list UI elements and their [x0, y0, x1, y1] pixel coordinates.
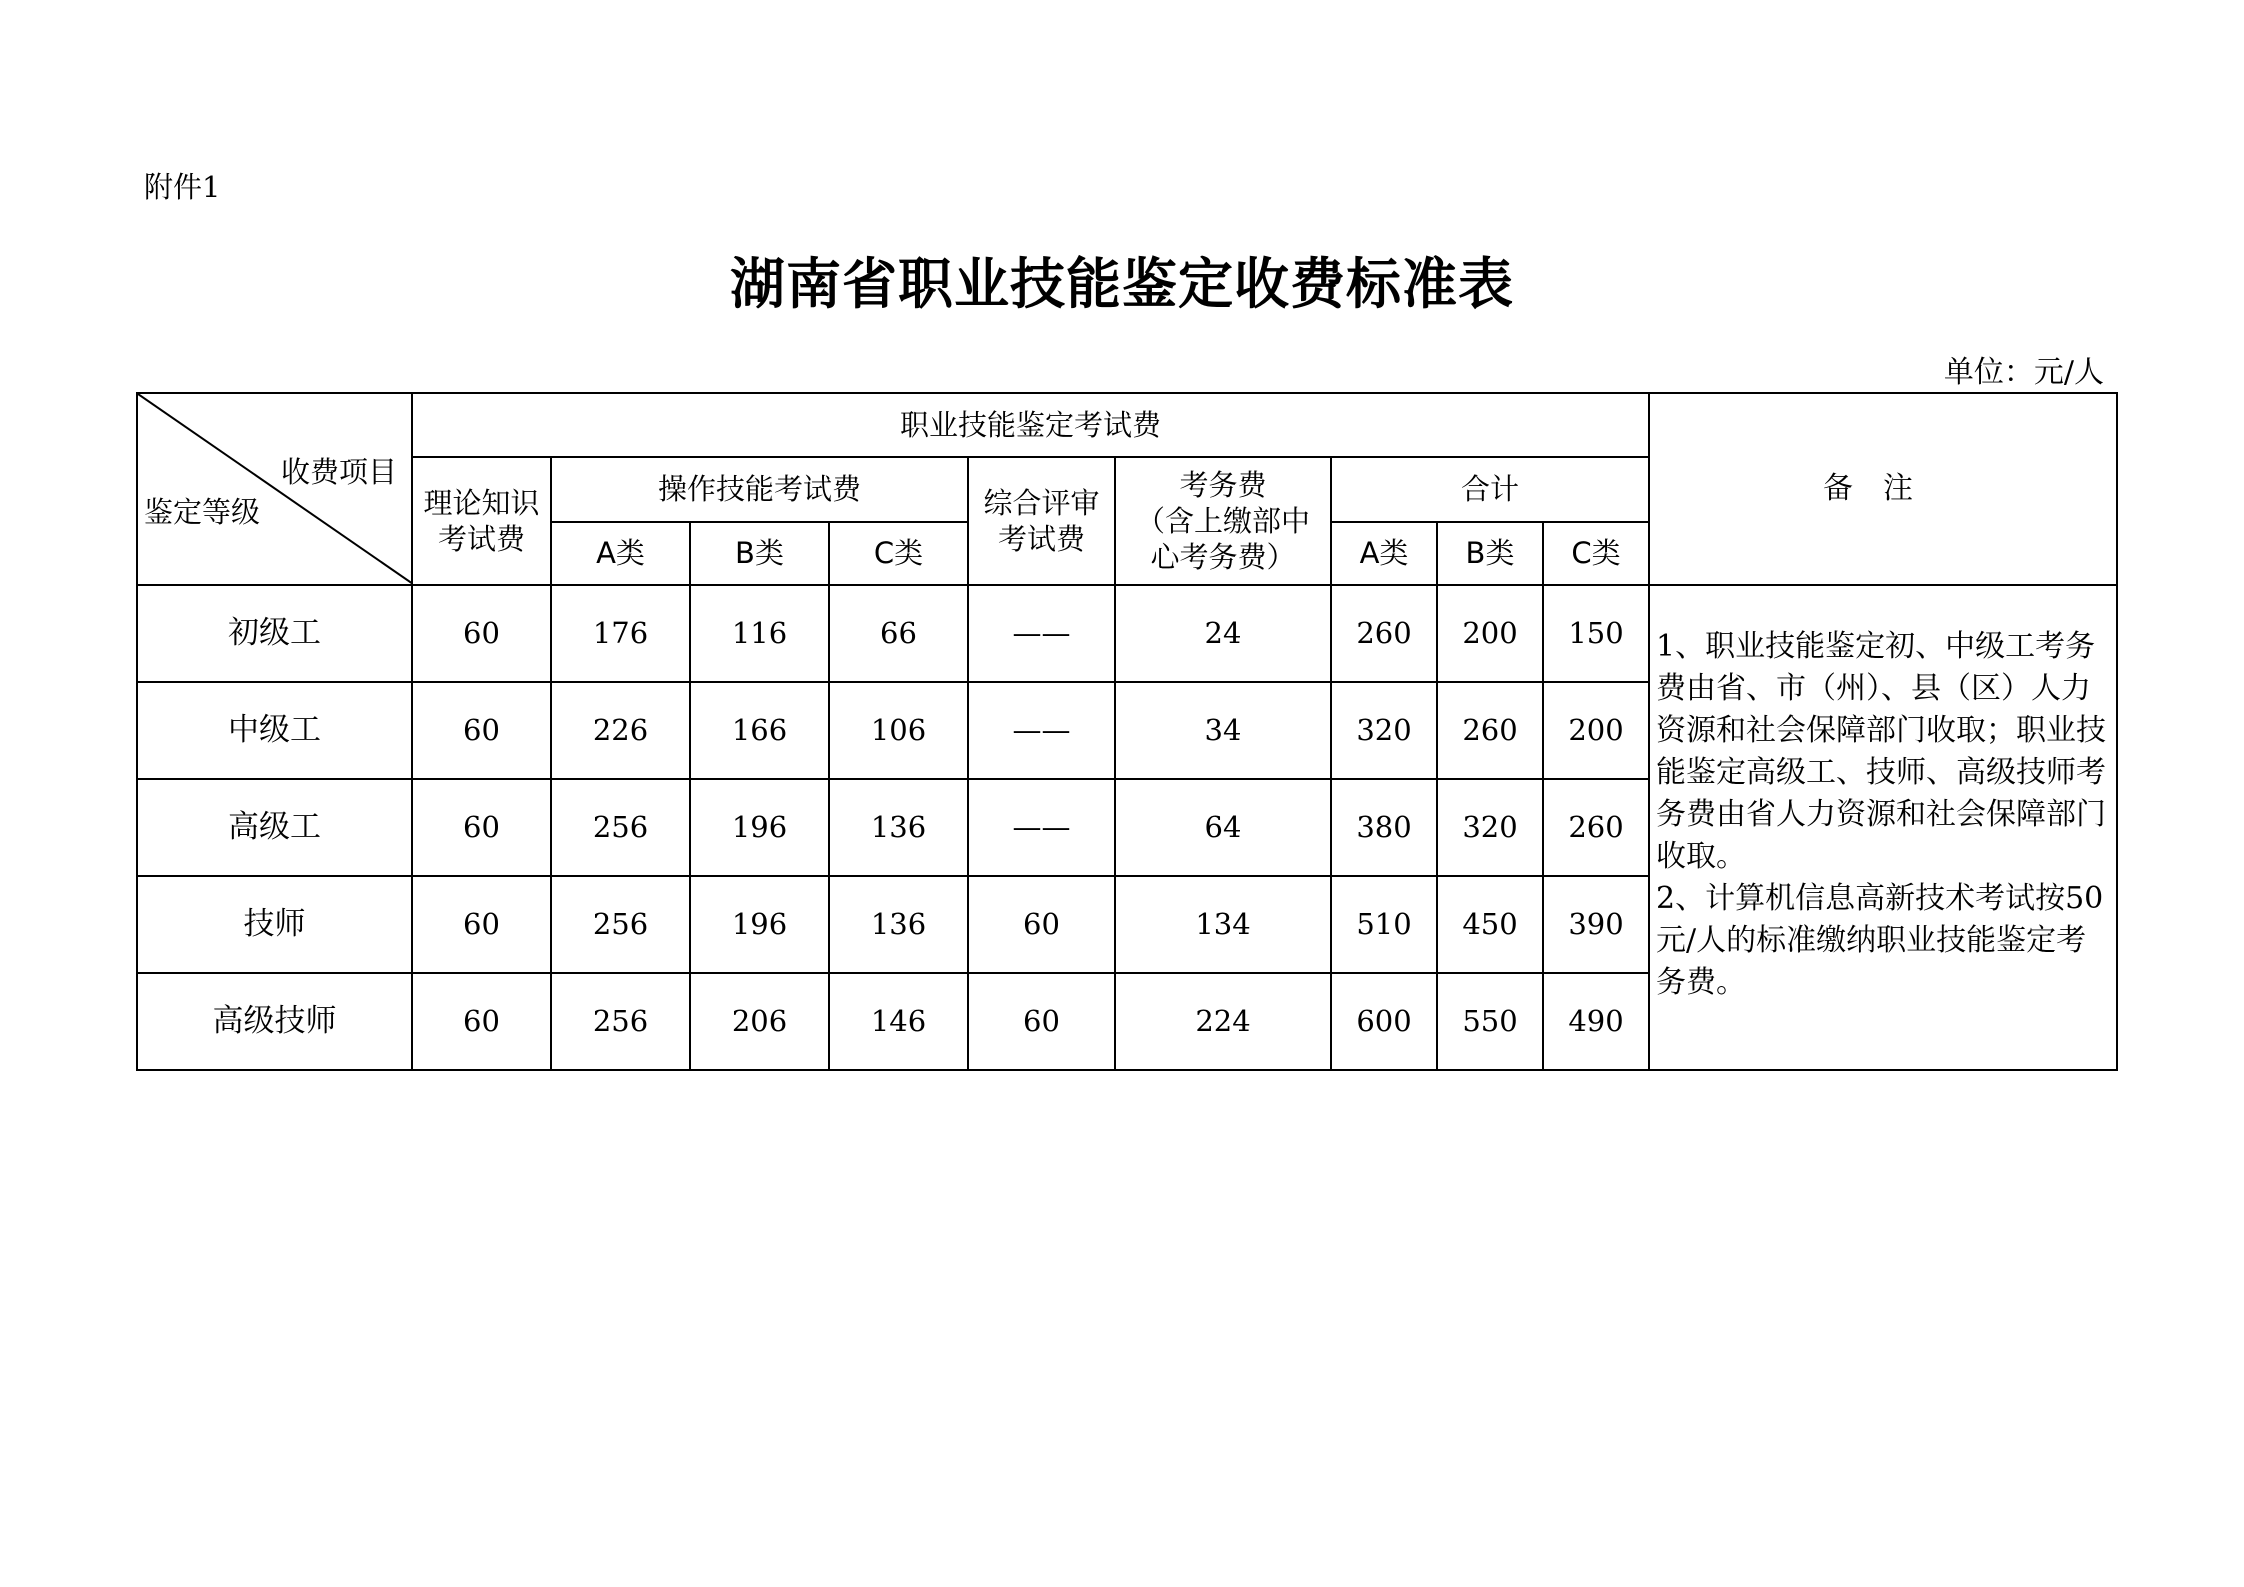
- total-b-cell: 550: [1437, 973, 1543, 1070]
- total-header: 合计: [1331, 457, 1649, 522]
- header-row-1: [137, 393, 2117, 457]
- op-c-cell: 136: [829, 876, 968, 973]
- total-c-cell: 150: [1543, 585, 1649, 682]
- diag-level-label: 鉴定等级: [144, 495, 261, 529]
- theory-fee-header: [412, 457, 551, 585]
- table-row: [137, 585, 2117, 682]
- page-title: 湖南省职业技能鉴定收费标准表: [729, 251, 1514, 316]
- op-c-cell: 66: [829, 585, 968, 682]
- review-cell: ——: [968, 779, 1115, 876]
- remark-item-2: 2、计算机信息高新技术考试按50元/人的标准缴纳职业技能鉴定考务费。: [1656, 881, 2104, 1000]
- total-a-cell: 260: [1331, 585, 1437, 682]
- service-cell: 24: [1115, 585, 1331, 682]
- total-a-cell: 510: [1331, 876, 1437, 973]
- review-cell: 60: [968, 973, 1115, 1070]
- op-a-cell: 226: [551, 682, 690, 779]
- total-class-b-header: B类: [1437, 522, 1543, 585]
- total-c-cell: 260: [1543, 779, 1649, 876]
- service-cell: 134: [1115, 876, 1331, 973]
- review-cell: ——: [968, 682, 1115, 779]
- service-cell: 224: [1115, 973, 1331, 1070]
- total-a-cell: 380: [1331, 779, 1437, 876]
- operation-fee-header: 操作技能考试费: [551, 457, 968, 522]
- op-class-a-header: A类: [551, 522, 690, 585]
- theory-fee-text: 理论知识考试费: [423, 485, 540, 556]
- op-b-cell: 206: [690, 973, 829, 1070]
- level-cell: 技师: [137, 876, 412, 973]
- total-b-cell: 260: [1437, 682, 1543, 779]
- remark-header-text: 备注: [1823, 471, 1943, 507]
- theory-cell: 60: [412, 682, 551, 779]
- service-fee-header: [1115, 457, 1331, 585]
- exam-fee-group-header: 职业技能鉴定考试费: [412, 393, 1649, 457]
- fee-table: [136, 392, 2118, 1071]
- op-class-b-header: B类: [690, 522, 829, 585]
- theory-cell: 60: [412, 973, 551, 1070]
- review-cell: 60: [968, 876, 1115, 973]
- attachment-label: 附件1: [144, 170, 221, 204]
- remark-cell: [1649, 585, 2117, 1070]
- total-c-cell: 490: [1543, 973, 1649, 1070]
- review-fee-header: [968, 457, 1115, 585]
- diagonal-header-cell: [137, 393, 412, 585]
- total-b-cell: 450: [1437, 876, 1543, 973]
- total-class-c-header: C类: [1543, 522, 1649, 585]
- level-cell: 高级工: [137, 779, 412, 876]
- service-fee-note: （含上缴部中心考务费）: [1135, 503, 1310, 575]
- op-a-cell: 176: [551, 585, 690, 682]
- total-b-cell: 320: [1437, 779, 1543, 876]
- remark-item-1: 1、职业技能鉴定初、中级工考务费由省、市（州）、县（区）人力资源和社会保障部门收取；职业技能鉴定高级工、技师、高级技师考务费由省人力资源和社会保障部门收取。: [1656, 629, 2106, 874]
- remark-header: [1649, 393, 2117, 585]
- op-a-cell: 256: [551, 779, 690, 876]
- service-fee-title: 考务费: [1179, 467, 1267, 502]
- op-b-cell: 196: [690, 876, 829, 973]
- level-cell: 初级工: [137, 585, 412, 682]
- total-c-cell: 390: [1543, 876, 1649, 973]
- review-fee-text: 综合评审考试费: [983, 485, 1100, 556]
- op-b-cell: 196: [690, 779, 829, 876]
- op-c-cell: 136: [829, 779, 968, 876]
- total-c-cell: 200: [1543, 682, 1649, 779]
- diag-fee-item-label: 收费项目: [280, 455, 397, 489]
- total-class-a-header: A类: [1331, 522, 1437, 585]
- total-a-cell: 600: [1331, 973, 1437, 1070]
- theory-cell: 60: [412, 779, 551, 876]
- unit-label: 单位：元/人: [1943, 355, 2104, 390]
- op-class-c-header: C类: [829, 522, 968, 585]
- review-cell: ——: [968, 585, 1115, 682]
- op-b-cell: 166: [690, 682, 829, 779]
- theory-cell: 60: [412, 585, 551, 682]
- op-b-cell: 116: [690, 585, 829, 682]
- service-cell: 64: [1115, 779, 1331, 876]
- level-cell: 高级技师: [137, 973, 412, 1070]
- service-cell: 34: [1115, 682, 1331, 779]
- theory-cell: 60: [412, 876, 551, 973]
- op-c-cell: 146: [829, 973, 968, 1070]
- op-a-cell: 256: [551, 973, 690, 1070]
- total-a-cell: 320: [1331, 682, 1437, 779]
- level-cell: 中级工: [137, 682, 412, 779]
- total-b-cell: 200: [1437, 585, 1543, 682]
- op-c-cell: 106: [829, 682, 968, 779]
- op-a-cell: 256: [551, 876, 690, 973]
